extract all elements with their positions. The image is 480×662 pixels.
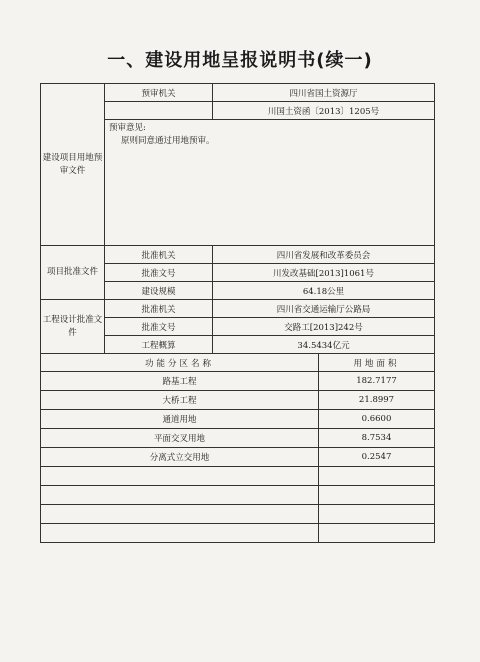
empty-row	[41, 524, 435, 543]
project-doc-label: 批准文号	[105, 264, 213, 282]
zone-row	[41, 410, 435, 429]
project-authority-value: 四川省发展和改革委员会	[213, 246, 435, 264]
project-scale-value: 64.18公里	[213, 282, 435, 300]
project-authority-label: 批准机关	[105, 246, 213, 264]
zone-row	[41, 372, 435, 391]
preapproval-authority-value: 四川省国土资源厅	[213, 84, 435, 102]
zone-name: 分离式立交用地	[41, 448, 319, 467]
zone-row	[41, 429, 435, 448]
preapproval-opinion-text: 原则同意通过用地预审。	[121, 136, 215, 146]
zone-row	[41, 448, 435, 467]
empty-cell	[319, 505, 435, 524]
zone-name: 大桥工程	[41, 391, 319, 410]
page-title: 一、建设用地呈报说明书(续一)	[107, 50, 373, 71]
design-doc-label: 批准文号	[105, 318, 213, 336]
preapproval-authority-label: 预审机关	[105, 84, 213, 102]
preapproval-doc-number: 川国土资函〔2013〕1205号	[213, 102, 435, 120]
empty-cell	[319, 467, 435, 486]
zone-area: 8.7534	[319, 429, 435, 448]
zone-area: 0.6600	[319, 410, 435, 429]
design-budget-label: 工程概算	[105, 336, 213, 354]
project-scale-label: 建设规模	[105, 282, 213, 300]
empty-row	[41, 505, 435, 524]
project-authority-row	[41, 246, 435, 264]
design-authority-row	[41, 300, 435, 318]
zones-header-row	[41, 354, 435, 372]
land-use-report-table	[40, 83, 435, 543]
zone-area: 182.7177	[319, 372, 435, 391]
design-budget-value: 34.5434亿元	[213, 336, 435, 354]
preapproval-opinion-cell	[105, 120, 435, 246]
preapproval-opinion-label: 预审意见:	[109, 123, 146, 133]
empty-cell	[41, 505, 319, 524]
empty-cell	[41, 467, 319, 486]
design-authority-label: 批准机关	[105, 300, 213, 318]
zone-row	[41, 391, 435, 410]
design-section-label: 工程设计批准文件	[41, 300, 105, 354]
empty-row	[41, 467, 435, 486]
zone-name: 平面交叉用地	[41, 429, 319, 448]
design-authority-value: 四川省交通运输厅公路局	[213, 300, 435, 318]
empty-cell	[319, 524, 435, 543]
empty-row	[41, 486, 435, 505]
zone-name: 通道用地	[41, 410, 319, 429]
zone-area: 21.8997	[319, 391, 435, 410]
zone-name: 路基工程	[41, 372, 319, 391]
empty-cell	[319, 486, 435, 505]
project-section-label: 项目批准文件	[41, 246, 105, 300]
design-doc-value: 交路工[2013]242号	[213, 318, 435, 336]
empty-cell	[41, 486, 319, 505]
preapproval-doc-label-empty	[105, 102, 213, 120]
zones-header-area: 用地面积	[319, 354, 435, 372]
project-doc-value: 川发改基础[2013]1061号	[213, 264, 435, 282]
zones-header-name: 功能分区名称	[41, 354, 319, 372]
zone-area: 0.2547	[319, 448, 435, 467]
preapproval-section-label: 建设项目用地预审文件	[41, 84, 105, 246]
preapproval-authority-row	[41, 84, 435, 102]
empty-cell	[41, 524, 319, 543]
